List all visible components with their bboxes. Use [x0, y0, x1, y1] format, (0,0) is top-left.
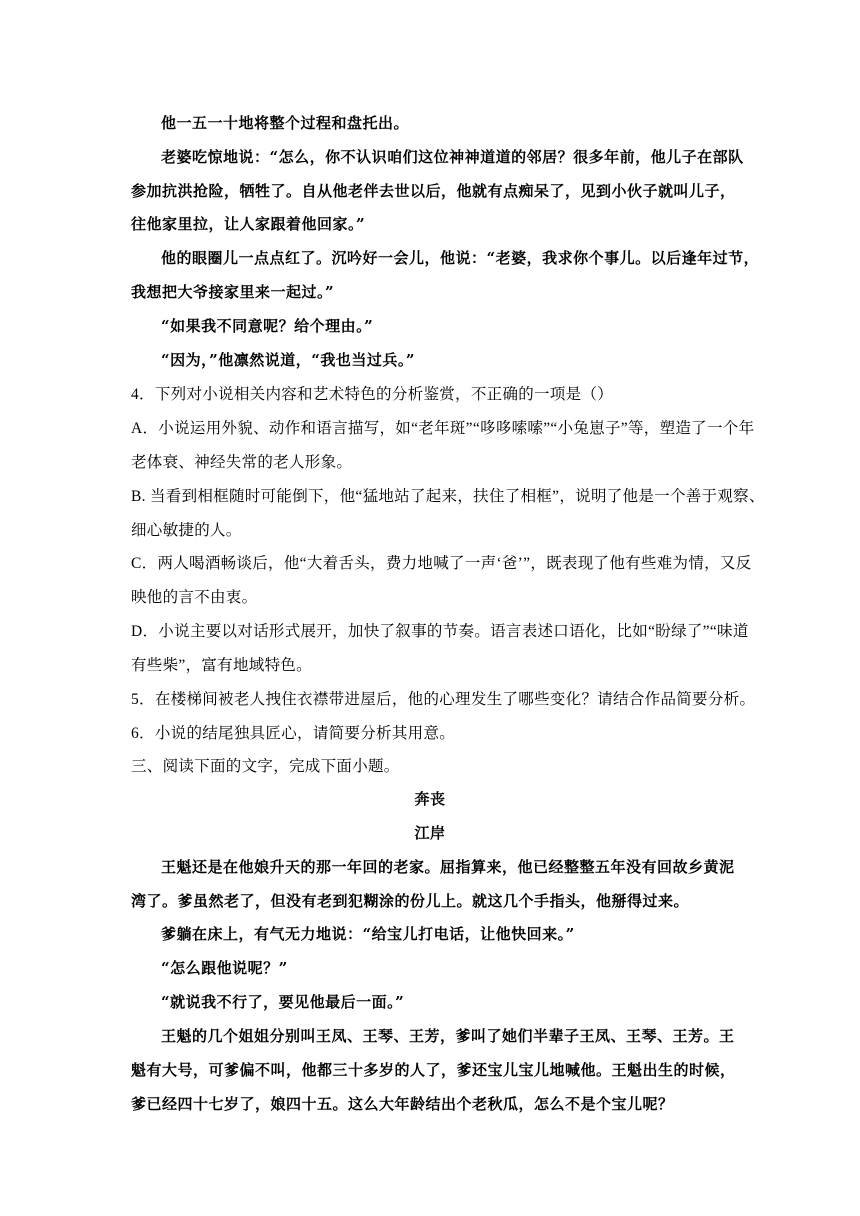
story-author: 江岸 — [414, 824, 446, 842]
story-line-5: “就说我不行了，要见他最后一面。” — [161, 993, 405, 1011]
passage1-line-7: “如果我不同意呢？给个理由。” — [161, 317, 374, 335]
question-4: 4．下列对小说相关内容和艺术特色的分析鉴赏，不正确的一项是（） — [131, 386, 614, 403]
option-d-line-1: D．小说主要以对话形式展开，加快了叙事的节奏。语言表述口语化，比如“盼绿了”“味道 — [131, 623, 749, 640]
passage1-line-2: 老婆吃惊地说：“怎么，你不认识咱们这位神神道道的邻居？很多年前，他儿子在部队 — [161, 148, 744, 166]
story-line-7: 魁有大号，可爹偏不叫，他都三十多岁的人了，爹还宝儿宝儿地喊他。王魁出生的时候， — [131, 1061, 736, 1079]
passage1-line-6: 我想把大爷接家里来一起过。” — [131, 283, 335, 301]
story-line-8: 爹已经四十七岁了，娘四十五。这么大年龄结出个老秋瓜，怎么不是个宝儿呢？ — [131, 1095, 674, 1113]
option-b-line-2: 细心敏捷的人。 — [131, 522, 242, 539]
story-line-6: 王魁的几个姐姐分别叫王凤、王琴、王芳，爹叫了她们半辈子王凤、王琴、王芳。王 — [161, 1027, 735, 1045]
option-a-line-1: A．小说运用外貌、动作和语言描写，如“老年斑”“哆哆嗦嗦”“小兔崽子”等，塑造了一个年 — [131, 420, 755, 437]
passage1-line-8: “因为，”他凛然说道，“我也当过兵。” — [161, 351, 416, 369]
passage1-line-4: 往他家里拉，让人家跟着他回家。” — [131, 215, 366, 233]
option-c-line-1: C．两人喝酒畅谈后，他“大着舌头，费力地喊了一声‘爸’”，既表现了他有些难为情，又反 — [131, 555, 752, 572]
option-c-line-2: 映他的言不由衷。 — [131, 589, 258, 606]
passage1-line-5: 他的眼圈儿一点点红了。沉吟好一会儿，他说：“老婆，我求你个事儿。以后逢年过节， — [161, 249, 760, 267]
story-line-2: 湾了。爹虽然老了，但没有老到犯糊涂的份儿上。就这几个手指头，他掰得过来。 — [131, 892, 690, 910]
story-line-1: 王魁还是在他娘升天的那一年回的老家。屈指算来，他已经整整五年没有回故乡黄泥 — [161, 858, 735, 876]
story-title: 奔丧 — [414, 790, 446, 808]
story-line-4: “怎么跟他说呢？” — [161, 959, 288, 977]
section-3-heading: 三、阅读下面的文字，完成下面小题。 — [131, 758, 400, 775]
option-b-line-1: B. 当看到相框随时可能倒下，他“猛地站了起来，扶住了相框”，说明了他是一个善于观察、 — [131, 488, 765, 505]
question-5: 5．在楼梯间被老人拽住衣襟带进屋后，他的心理发生了哪些变化？请结合作品简要分析。 — [131, 691, 756, 708]
passage1-line-1: 他一五一十地将整个过程和盘托出。 — [161, 114, 410, 132]
option-d-line-2: 有些柴”，富有地域特色。 — [131, 657, 312, 674]
story-line-3: 爹躺在床上，有气无力地说：“给宝儿打电话，让他快回来。” — [161, 925, 575, 943]
option-a-line-2: 老体衰、神经失常的老人形象。 — [131, 454, 353, 471]
question-6: 6．小说的结尾独具匠心，请简要分析其用意。 — [131, 725, 456, 742]
passage1-line-3: 参加抗洪抢险，牺牲了。自从他老伴去世以后，他就有点痴呆了，见到小伙子就叫儿子， — [131, 182, 736, 200]
